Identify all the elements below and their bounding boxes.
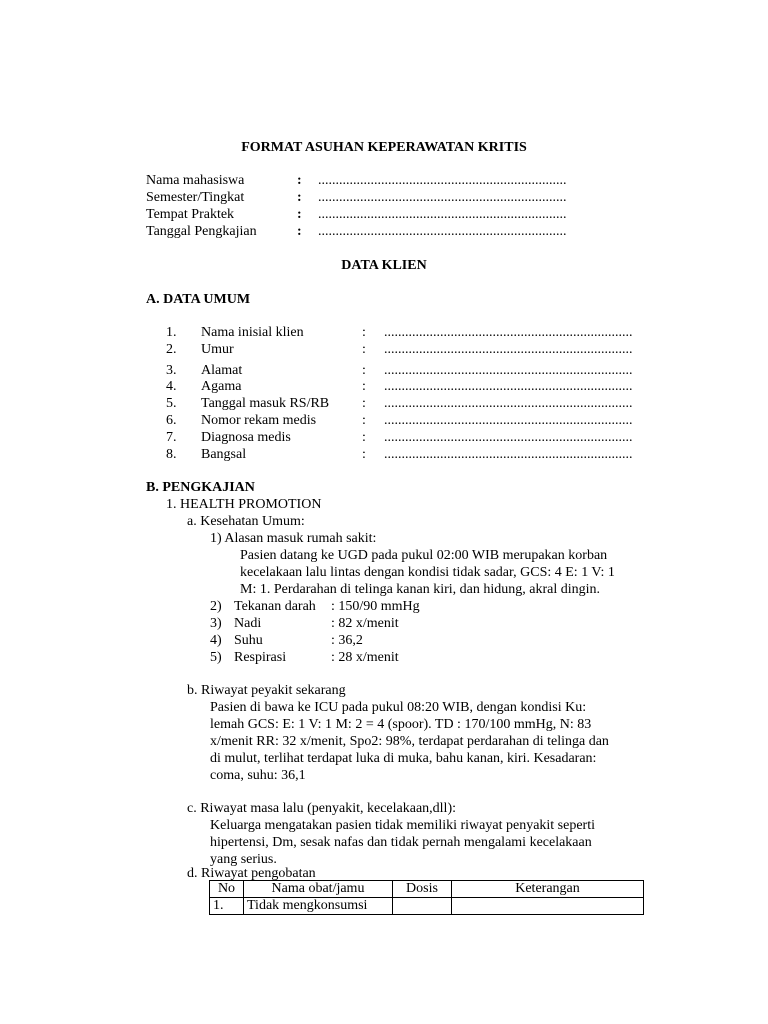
- vital-num: 4): [210, 633, 222, 648]
- current-illness-line: Pasien di bawa ke ICU pada pukul 08:20 WIB, dengan kondisi Ku:: [210, 700, 587, 715]
- general-item-num: 7.: [166, 430, 177, 445]
- general-item-num: 1.: [166, 325, 177, 340]
- health-promotion-heading: 1. HEALTH PROMOTION: [166, 497, 322, 512]
- vital-num: 3): [210, 616, 222, 631]
- col-header-medicine: Nama obat/jamu: [244, 881, 393, 898]
- page-title: FORMAT ASUHAN KEPERAWATAN KRITIS: [241, 140, 527, 155]
- section-a-heading: A. DATA UMUM: [146, 292, 251, 307]
- practice-place-value: .......................................................................: [318, 207, 567, 222]
- current-illness-line: lemah GCS: E: 1 V: 1 M: 2 = 4 (spoor). TD : 170/100 mmHg, N: 83: [210, 717, 592, 732]
- general-health-label: a. Kesehatan Umum:: [187, 514, 305, 529]
- vital-value: : 82 x/menit: [331, 616, 399, 631]
- semester-sep: :: [297, 190, 302, 205]
- cell-notes: [452, 898, 644, 915]
- general-item-sep: :: [362, 447, 366, 462]
- vital-label: Tekanan darah: [234, 599, 316, 614]
- vital-value: : 150/90 mmHg: [331, 599, 420, 614]
- general-item-num: 6.: [166, 413, 177, 428]
- general-item-label: Umur: [201, 342, 234, 357]
- general-item-num: 5.: [166, 396, 177, 411]
- semester-label: Semester/Tingkat: [146, 190, 245, 205]
- past-history-line: Keluarga mengatakan pasien tidak memiliki riwayat penyakit seperti: [210, 818, 595, 833]
- general-item-label: Nama inisial klien: [201, 325, 304, 340]
- current-illness-label: b. Riwayat peyakit sekarang: [187, 683, 346, 698]
- student-name-label: Nama mahasiswa: [146, 173, 245, 188]
- vital-num: 5): [210, 650, 222, 665]
- general-item-label: Diagnosa medis: [201, 430, 291, 445]
- past-history-line: hipertensi, Dm, sesak nafas dan tidak pernah mengalami kecelakaan: [210, 835, 592, 850]
- student-name-value: .......................................................................: [318, 173, 567, 188]
- general-item-value: .......................................................................: [384, 447, 633, 462]
- medication-history-label: d. Riwayat pengobatan: [187, 866, 316, 881]
- general-item-value: .......................................................................: [384, 379, 633, 394]
- client-heading: DATA KLIEN: [341, 258, 427, 273]
- general-item-num: 2.: [166, 342, 177, 357]
- col-header-no: No: [210, 881, 244, 898]
- general-item-label: Tanggal masuk RS/RB: [201, 396, 330, 411]
- general-item-sep: :: [362, 363, 366, 378]
- general-item-label: Nomor rekam medis: [201, 413, 317, 428]
- assessment-date-label: Tanggal Pengkajian: [146, 224, 257, 239]
- admission-reason-line: Pasien datang ke UGD pada pukul 02:00 WIB merupakan korban: [240, 548, 608, 563]
- past-history-label: c. Riwayat masa lalu (penyakit, kecelakaan,dll):: [187, 801, 457, 816]
- vital-num: 2): [210, 599, 222, 614]
- section-b-heading: B. PENGKAJIAN: [146, 480, 255, 495]
- general-item-value: .......................................................................: [384, 325, 633, 340]
- vital-label: Suhu: [234, 633, 263, 648]
- general-item-num: 8.: [166, 447, 177, 462]
- general-item-value: .......................................................................: [384, 413, 633, 428]
- general-item-sep: :: [362, 342, 366, 357]
- vital-label: Respirasi: [234, 650, 287, 665]
- general-item-sep: :: [362, 325, 366, 340]
- table-row: [210, 898, 644, 915]
- col-header-dose: Dosis: [393, 881, 452, 898]
- cell-medicine: Tidak mengkonsumsi: [244, 898, 393, 915]
- vital-value: : 36,2: [331, 633, 363, 648]
- general-item-value: .......................................................................: [384, 363, 633, 378]
- cell-no: 1.: [210, 898, 244, 915]
- admission-reason-line: M: 1. Perdarahan di telinga kanan kiri, dan hidung, akral dingin.: [240, 582, 601, 597]
- general-item-value: .......................................................................: [384, 342, 633, 357]
- col-header-notes: Keterangan: [452, 881, 644, 898]
- general-item-sep: :: [362, 430, 366, 445]
- general-item-sep: :: [362, 396, 366, 411]
- table-header-row: [210, 881, 644, 898]
- current-illness-line: di mulut, terlihat terdapat luka di muka, bahu kanan, kiri. Kesadaran:: [210, 751, 597, 766]
- general-item-label: Alamat: [201, 363, 243, 378]
- past-history-line: yang serius.: [210, 852, 277, 867]
- general-item-label: Agama: [201, 379, 242, 394]
- general-item-num: 4.: [166, 379, 177, 394]
- practice-place-sep: :: [297, 207, 302, 222]
- vital-label: Nadi: [234, 616, 262, 631]
- current-illness-line: coma, suhu: 36,1: [210, 768, 306, 783]
- cell-dose: [393, 898, 452, 915]
- general-item-label: Bangsal: [201, 447, 247, 462]
- admission-reason-line: kecelakaan lalu lintas dengan kondisi tidak sadar, GCS: 4 E: 1 V: 1: [240, 565, 615, 580]
- practice-place-label: Tempat Praktek: [146, 207, 235, 222]
- medication-table: [209, 880, 644, 915]
- vital-value: : 28 x/menit: [331, 650, 399, 665]
- admission-reason-label: 1) Alasan masuk rumah sakit:: [210, 531, 377, 546]
- semester-value: .......................................................................: [318, 190, 567, 205]
- current-illness-line: x/menit RR: 32 x/menit, Spo2: 98%, terdapat perdarahan di telinga dan: [210, 734, 609, 749]
- general-item-value: .......................................................................: [384, 430, 633, 445]
- general-item-num: 3.: [166, 363, 177, 378]
- general-item-value: .......................................................................: [384, 396, 633, 411]
- general-item-sep: :: [362, 379, 366, 394]
- assessment-date-value: .......................................................................: [318, 224, 567, 239]
- general-item-sep: :: [362, 413, 366, 428]
- student-name-sep: :: [297, 173, 302, 188]
- assessment-date-sep: :: [297, 224, 302, 239]
